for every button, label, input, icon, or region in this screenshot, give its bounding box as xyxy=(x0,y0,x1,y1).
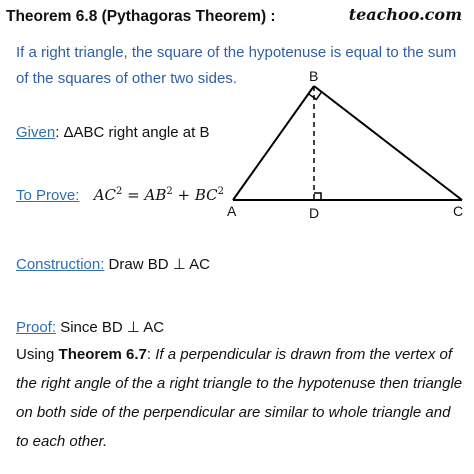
rhs-ab: AB xyxy=(144,186,167,204)
given-label: Given xyxy=(16,124,56,141)
rhs-bc: BC xyxy=(194,186,218,204)
given-colon: : xyxy=(55,124,60,141)
right-angle-mark-b xyxy=(309,92,322,100)
plus-sign: + xyxy=(172,186,195,204)
rhs2-exponent: 2 xyxy=(217,186,225,197)
theorem-6-7-statement: If a perpendicular is drawn from the vertex of the right angle of the a right triangle to the hypotenuse then triangle on both side of the perpendicular are similar to whole triangle and to each other. xyxy=(16,346,463,450)
equals-sign: = xyxy=(122,186,145,204)
theorem-6-7: Theorem 6.7 xyxy=(58,346,147,363)
proof-label: Proof: xyxy=(16,319,57,336)
to-prove-label: To Prove: xyxy=(16,187,80,204)
lhs-exponent: 2 xyxy=(116,186,123,197)
right-angle-mark-d xyxy=(314,193,321,200)
theorem-title: Theorem 6.8 (Pythagoras Theorem) : xyxy=(6,8,276,25)
lhs-ac: AC xyxy=(93,186,117,204)
proof-text: Since BD ⊥ AC xyxy=(56,319,165,336)
side-bc xyxy=(314,86,462,200)
given-text: ΔABC right angle at B xyxy=(59,124,210,141)
point-label-a: A xyxy=(227,203,237,219)
rhs1-exponent: 2 xyxy=(166,186,173,197)
using-colon: : xyxy=(146,346,156,363)
point-label-d: D xyxy=(309,205,320,221)
point-label-c: C xyxy=(453,203,464,219)
using-prefix: Using xyxy=(16,346,59,363)
teachoo-logo: teachoo.com xyxy=(348,5,462,24)
point-label-b: B xyxy=(309,68,319,84)
theorem-statement-line-2: of the squares of other two sides. xyxy=(16,70,237,87)
theorem-statement-line-1: If a right triangle, the square of the hypotenuse is equal to the sum xyxy=(16,44,457,61)
construction-text: Draw BD ⊥ AC xyxy=(104,256,210,273)
construction-label: Construction: xyxy=(16,256,105,273)
side-ab xyxy=(233,86,314,200)
